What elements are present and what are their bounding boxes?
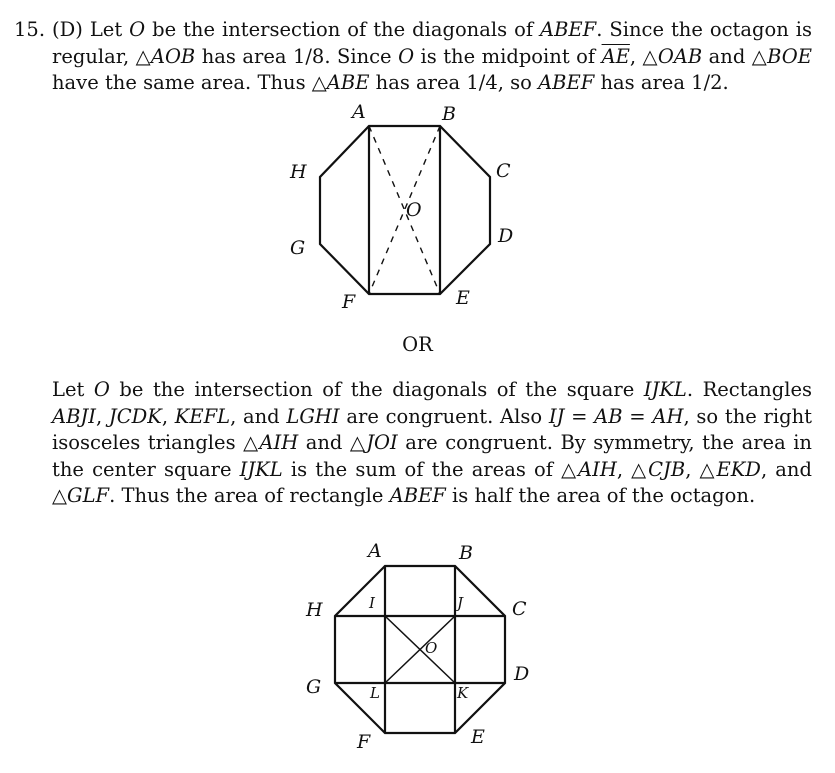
label-L: L bbox=[370, 684, 380, 702]
label-D-2: D bbox=[514, 663, 530, 685]
figure-1-octagon bbox=[289, 101, 513, 313]
problem-number: 15. bbox=[14, 18, 46, 41]
label-G-2: G bbox=[306, 676, 322, 698]
label-H-2: H bbox=[306, 599, 323, 621]
label-E-2: E bbox=[471, 726, 485, 748]
label-D: D bbox=[498, 225, 514, 247]
answer-choice: (D) bbox=[52, 18, 83, 41]
label-F-2: F bbox=[357, 731, 371, 753]
label-C-2: C bbox=[512, 598, 527, 620]
label-F: F bbox=[342, 291, 356, 313]
label-K: K bbox=[457, 684, 469, 702]
label-O: O bbox=[406, 199, 422, 221]
label-G: G bbox=[290, 237, 306, 259]
octagon-1 bbox=[320, 126, 490, 294]
label-B-2: B bbox=[459, 542, 473, 564]
label-E: E bbox=[456, 287, 470, 309]
or-separator: OR bbox=[402, 333, 433, 356]
label-B: B bbox=[442, 103, 456, 125]
label-A: A bbox=[352, 101, 366, 123]
label-O-2: O bbox=[425, 639, 438, 657]
solution-paragraph-2-formatted: Let O be the intersection of the diagonals of the square IJKL. Rectangles ABJI, JCDK, KEFL, and LGHI are congruent. Also IJ = AB = AH, so the right isosceles triangles △AIH and △JOI are congruent. By symmetry, the area in the center square IJKL is the sum of the areas of △AIH, △CJB, △EKD, and △GLF. Thus the area of rectangle ABEF is half the area of the octagon. bbox=[52, 378, 813, 508]
figure-2-octagon bbox=[305, 540, 529, 753]
label-C: C bbox=[496, 160, 511, 182]
label-I: I bbox=[369, 594, 375, 612]
label-H: H bbox=[290, 161, 307, 183]
label-A-2: A bbox=[368, 540, 382, 562]
solution-paragraph-1-formatted: (D) Let O be the intersection of the diagonals of ABEF. Since the octagon is regular, △AOB has area 1/8. Since O is the midpoint of $\overline{AE}$, △OAB and △BOE have the same area. Thus △ABE has area 1/4, so ABEF has area 1/2. bbox=[52, 18, 812, 95]
label-J: J bbox=[457, 594, 464, 612]
